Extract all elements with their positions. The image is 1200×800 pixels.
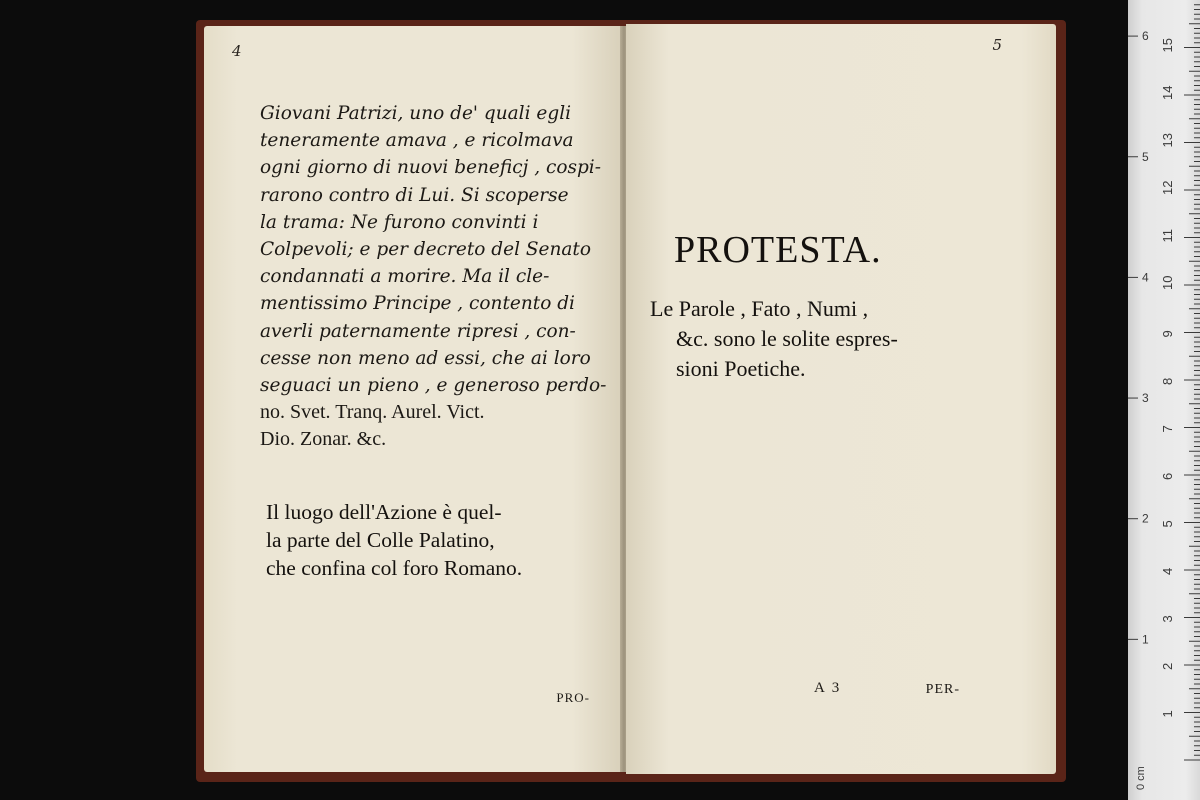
ruler-number: 14 (1160, 85, 1175, 100)
text-line: rarono contro di Lui. Si scoperse (260, 184, 569, 206)
text-line: la parte del Colle Palatino, (266, 528, 495, 552)
ruler-inch-number: 1 (1142, 632, 1149, 647)
ruler-number: 2 (1160, 662, 1175, 670)
protesta-heading: PROTESTA. (674, 229, 882, 271)
right-page (626, 24, 1056, 774)
text-line: cesse non meno ad essi, che ai loro (260, 347, 591, 369)
text-line: sioni Poetiche. (676, 356, 806, 381)
citation-line: Dio. Zonar. &c. (260, 428, 387, 451)
text-line: che confina col foro Romano. (266, 556, 523, 580)
text-line: Il luogo dell'Azione è quel- (266, 500, 502, 524)
measurement-ruler (1128, 0, 1200, 800)
ruler-number: 1 (1160, 710, 1175, 718)
argument-text (260, 100, 607, 454)
text-line: condannati a morire. Ma il cle- (260, 266, 550, 288)
left-page (204, 26, 622, 772)
ruler-number: 5 (1160, 520, 1175, 528)
ruler-number: 15 (1160, 38, 1175, 53)
text-line: Le Parole , Fato , Numi , (650, 296, 869, 321)
protesta-text (650, 294, 1010, 384)
text-line: Colpevoli; e per decreto del Senato (260, 239, 592, 261)
text-line: mentissimo Principe , contento di (260, 293, 575, 315)
ruler-number: 8 (1160, 377, 1175, 385)
ruler-number: 7 (1160, 425, 1175, 433)
ruler-number: 10 (1160, 275, 1175, 290)
place-of-action-text (266, 498, 606, 582)
text-line: averli paternamente ripresi , con- (260, 320, 576, 342)
ruler-inch-number: 3 (1142, 391, 1149, 406)
right-page-number: 5 (992, 36, 1002, 54)
ruler-inch-number: 6 (1142, 29, 1149, 44)
text-line: Giovani Patrizi, uno de' quali egli (260, 103, 572, 124)
ruler-number: 12 (1160, 180, 1175, 195)
text-line: seguaci un pieno , e generoso perdo- (260, 375, 607, 397)
ruler-number: 6 (1160, 472, 1175, 480)
citation-line: no. Svet. Tranq. Aurel. Vict. (260, 401, 485, 424)
text-line: &c. sono le solite espres- (676, 326, 898, 351)
text-line: ogni giorno di nuovi beneficj , cospi- (260, 157, 601, 179)
right-catchword: PER- (925, 682, 960, 697)
ruler-inch-number: 2 (1142, 511, 1149, 526)
signature-mark: A 3 (814, 680, 842, 696)
text-line: la trama: Ne furono convinti i (260, 211, 539, 233)
ruler-number: 11 (1160, 229, 1175, 243)
left-page-number: 4 (232, 42, 242, 60)
ruler-number: 4 (1160, 567, 1175, 575)
text-line: teneramente amava , e ricolmava (260, 130, 574, 152)
ruler-scale (1128, 0, 1200, 800)
ruler-number: 13 (1160, 133, 1175, 148)
ruler-inch-number: 5 (1142, 149, 1149, 164)
ruler-unit-label: 0 cm (1135, 766, 1147, 790)
ruler-number: 9 (1160, 330, 1175, 338)
ruler-inch-number: 4 (1142, 270, 1149, 285)
left-catchword: PRO- (556, 690, 590, 705)
ruler-number: 3 (1160, 615, 1175, 623)
